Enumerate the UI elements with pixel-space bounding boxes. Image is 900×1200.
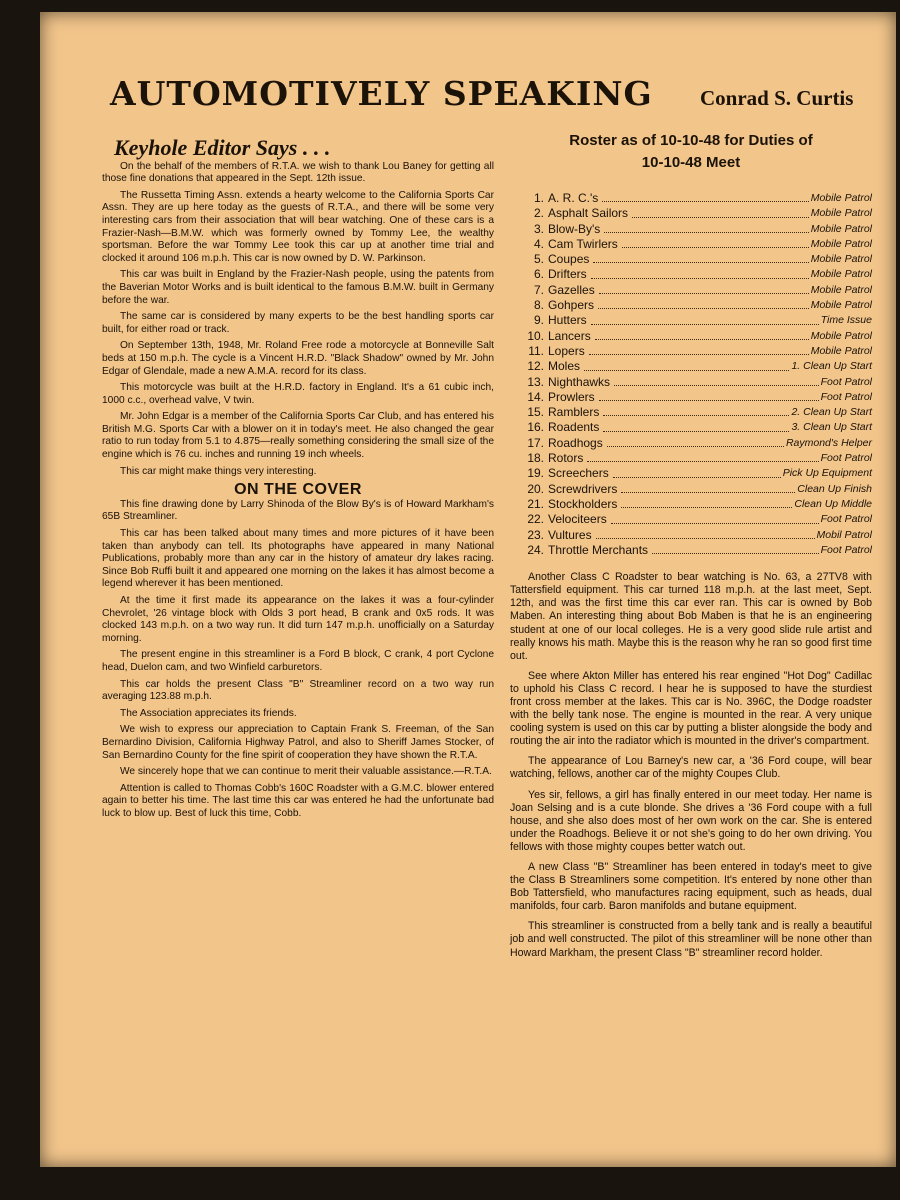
roster-club: Screechers [548,466,609,481]
leader-dots [614,385,819,386]
paragraph: This car holds the present Class "B" Streamliner record on a two way run averaging 123.88 m.p.h. [102,678,494,703]
roster-club: Ramblers [548,405,600,420]
paragraph: Mr. John Edgar is a member of the California Sports Car Club, and has entered his British M.G. Sports Car with a blower on it in today's meet. He also changed the gear ratio to run today from 5.1 to 4.875—really something considering the small size of the engine which is 76 cu. inches and running 19 inch wheels. [102,411,494,461]
roster-club: A. R. C.'s [548,191,599,205]
keyhole-heading: Keyhole Editor Says . . . [114,135,331,160]
roster-club: Hutters [548,313,587,328]
roster-number: 7. [533,282,544,297]
roster-number: 2. [533,206,544,221]
roster-duty: 3. Clean Up Start [791,421,872,434]
roster-title-line: 10-10-48 Meet [641,154,741,171]
leader-dots [603,415,789,416]
roster-row [520,542,872,557]
roster-number: 9. [533,313,544,328]
roster-club: Stockholders [548,496,618,511]
leader-dots [632,217,809,218]
leader-dots [593,262,808,263]
leader-dots [607,446,784,447]
roster-number: 17. [527,435,544,450]
roster-row [520,435,872,450]
paragraph: A new Class "B" Streamliner has been entered in today's meet to give the Class B Streamliners some competition. It's entered by none other than Bob Tattersfield, who manufactures racing equipment, such as heads, dual manifolds, four carb. Baron manifolds and butane equipment. [510,861,872,913]
roster-row [520,450,872,465]
roster-row [520,389,872,404]
cover-heading: ON THE COVER [234,481,362,499]
paragraph: The same car is considered by many experts to be the best handling sports car built, for either road or track. [102,311,494,335]
paragraph: On September 13th, 1948, Mr. Roland Free rode a motorcycle at Bonneville Salt beds at 150 m.p.h. The cycle is a Vincent H.R.D. "Black Shadow" owned by Mr. John Edgar of Glendale, made a new A.M.A. record for its class. [102,340,494,377]
roster-row [520,465,872,480]
roster-number: 3. [533,221,544,236]
leader-dots [603,431,789,432]
roster-duty: 1. Clean Up Start [791,360,872,373]
roster-duty: 2. Clean Up Start [791,406,872,419]
author-name: Conrad S. Curtis [700,86,854,110]
roster-row [520,251,872,266]
roster-row [520,419,872,434]
roster-number: 4. [533,236,544,251]
roster-club: Velociteers [548,512,607,527]
roster-number: 20. [527,481,544,496]
roster-duty: Mobile Patrol [810,299,872,312]
roster-duty: Mobile Patrol [810,268,872,281]
roster-duty: Mobile Patrol [810,222,872,235]
paragraph: Yes sir, fellows, a girl has finally entered in our meet today. Her name is Joan Selsing and is a cute blonde. She drives a '36 Ford coupe with a full house, and she also does most of her own work on the car. She is entered under the Roadhogs. Believe it or not she's going to do her own driving. You fellows with those mighty coupes better watch out. [510,788,872,853]
roster-duty: Clean Up Finish [797,482,872,495]
leader-dots [604,232,808,233]
roster-club: Vultures [548,527,592,542]
roster-row [520,266,872,281]
roster-number: 18. [527,451,544,466]
roster-duty: Mobil Patrol [816,528,872,541]
paragraph: The Russetta Timing Assn. extends a hearty welcome to the California Sports Car Assn. They are up here today as the guests of R.T.A., and there will be some very interesting cars from their association that will bear watching. One of these cars is a Frazier-Nash—B.M.W. which was formerly owned by Tommy Lee, the wealthy sportsman. Before the war Tommy Lee took this car up at another time trial and clocked it around 106 m.p.h. This car is now owned by D. W. Parkinson. [102,189,494,264]
paragraph: This car was built in England by the Frazier-Nash people, using the patents from the Baverian Motor Works and is built identical to the famous B.M.W. built in Germany before the war. [102,269,494,306]
roster-row [520,282,872,297]
roster-row [520,481,872,496]
paragraph: This streamliner is constructed from a belly tank and is really a beautiful job and well constructed. The pilot of this streamliner will be none other than Howard Markham, the present Class "B" streamliner record holder. [510,920,872,959]
masthead [110,74,896,134]
paragraph: We wish to express our appreciation to Captain Frank S. Freeman, of the San Bernardino Division, California Highway Patrol, and also to Sheriff James Stocker, of San Bernardino County for the fine spirit of cooperation they have shown the R.T.A. [102,724,494,761]
roster-duty: Foot Patrol [820,375,872,388]
roster-number: 21. [527,496,544,511]
roster-duty: Foot Patrol [820,452,872,465]
roster-club: Moles [548,359,581,374]
paragraph: The appearance of Lou Barney's new car, a '36 Ford coupe, will bear watching, fellows, another car of the mighty Coupes Club. [510,755,872,781]
roster-club: Lancers [548,328,591,343]
roster-club: Drifters [548,267,587,282]
roster-club: Gazelles [548,282,595,297]
roster-club: Coupes [548,252,590,267]
roster-number: 13. [527,374,544,389]
roster-duty: Mobile Patrol [810,253,872,266]
paragraph: Attention is called to Thomas Cobb's 160C Roadster with a G.M.C. blower entered again to better his time. The last time this car was entered he had the unfortunate bad luck to blow up. Best of luck this time, Cobb. [102,782,494,819]
roster-number: 12. [527,359,544,374]
roster-row [520,358,872,373]
paragraph: See where Akton Miller has entered his rear engined "Hot Dog" Cadillac to uphold his Class C record. I hear he is supposed to have the sturdiest front cross member at the lakes. This car is No. 396C, the Dodge roadster with the belly tank nose. The engine is mounted in the rear. A very unique cooling system is used on this car by putting a blister alongside the body and routing the air into the radiator which is mounted in the driver's compartment. [510,669,872,748]
leader-dots [622,247,809,248]
roster-duty: Foot Patrol [820,390,872,403]
roster-row [520,297,872,312]
leader-dots [621,507,792,508]
roster-duty: Mobile Patrol [810,237,872,250]
leader-dots [611,523,819,524]
roster-club: Blow-By's [548,221,601,236]
roster-duty: Time Issue [820,314,872,327]
roster-duty: Mobile Patrol [810,192,872,204]
roster-number: 8. [533,298,544,313]
roster-row [520,496,872,511]
leader-dots [652,553,819,554]
leader-dots [621,492,795,493]
roster-duty: Mobile Patrol [810,329,872,342]
roster-row [520,343,872,358]
paragraph: On the behalf of the members of R.T.A. we wish to thank Lou Baney for getting all those fine donations that appeared in the Sept. 12th issue. [102,160,494,185]
paragraph: The Association appreciates its friends. [120,707,297,719]
roster-duty: Foot Patrol [820,513,872,526]
roster-list [520,190,872,557]
roster-duty: Clean Up Middle [794,497,872,510]
roster-club: Lopers [548,343,585,358]
leader-dots [589,354,809,355]
roster-duty: Pick Up Equipment [782,467,872,480]
roster-club: Rotors [548,451,584,466]
right-column [510,130,872,967]
paragraph: This car might make things very interesting. [120,465,317,477]
roster-row [520,190,872,205]
roster-row [520,205,872,220]
roster-duty: Foot Patrol [820,543,872,556]
roster-number: 5. [533,252,544,267]
roster-number: 10. [527,328,544,343]
roster-duty: Raymond's Helper [785,436,872,449]
leader-dots [613,477,781,478]
leader-dots [591,278,809,279]
paragraph: This motorcycle was built at the H.R.D. factory in England. It's a 61 cubic inch, 1000 c.c., overhead valve, V twin. [102,382,494,406]
column-title: AUTOMOTIVELY SPEAKING [110,74,653,113]
roster-row [520,527,872,542]
leader-dots [596,538,815,539]
roster-number: 1. [533,191,544,205]
roster-number: 14. [527,389,544,404]
paragraph: Another Class C Roadster to bear watching is No. 63, a 27TV8 with Tattersfield equipment. This car turned 118 m.p.h. at the last meet, Sept. 12th, and was the first time this car ever ran. This car is owned by Bob Maben. An interesting thing about Bob Maben is that he is an engineering student at one of our local colleges. He is a very good slide rule artist and really knows his math. Maybe this is the reason why he ran so good first time out. [510,571,872,662]
roster-number: 19. [527,466,544,481]
roster-duty: Mobile Patrol [810,344,872,357]
paragraph: This fine drawing done by Larry Shinoda of the Blow By's is of Howard Markham's 65B Streamliner. [102,498,494,523]
leader-dots [602,201,808,202]
roster-number: 15. [527,405,544,420]
roster-number: 22. [527,512,544,527]
roster-row [520,312,872,327]
leader-dots [587,461,818,462]
roster-club: Asphalt Sailors [548,206,629,221]
roster-row [520,221,872,236]
roster-row [520,404,872,419]
paragraph: We sincerely hope that we can continue to merit their valuable assistance.—R.T.A. [120,766,492,778]
roster-number: 11. [528,343,544,358]
newsletter-page [40,12,896,1167]
paragraph: The present engine in this streamliner is a Ford B block, C crank, 4 port Cyclone head, Duelon cam, and two Winfield carburetors. [102,649,494,673]
roster-row [520,236,872,251]
leader-dots [599,293,809,294]
roster-row [520,511,872,526]
roster-club: Prowlers [548,389,595,404]
roster-row [520,328,872,343]
leader-dots [584,370,789,371]
roster-number: 16. [527,420,544,435]
roster-club: Roadhogs [548,435,603,450]
leader-dots [595,339,809,340]
roster-club: Throttle Merchants [548,542,649,557]
roster-title [510,130,872,174]
left-column [102,136,494,825]
roster-club: Screwdrivers [548,481,618,496]
roster-title-line: Roster as of 10-10-48 for Duties of [569,132,813,149]
leader-dots [591,324,819,325]
roster-number: 24. [527,542,544,557]
paragraph: At the time it first made its appearance on the lakes it was a four-cylinder Chevrolet, '26 vintage block with Olds 3 port head, B crank and 0x5 rods. It was clocked 143 m.p.h. on a two way run. It did turn 147 m.p.h. unofficially on a Saturday morning. [102,595,494,644]
roster-duty: Mobile Patrol [810,283,872,296]
roster-number: 23. [527,527,544,542]
roster-club: Gohpers [548,298,595,313]
roster-club: Roadents [548,420,600,435]
roster-club: Nighthawks [548,374,611,389]
roster-row [520,374,872,389]
paragraph: This car has been talked about many times and more pictures of it have been taken than anybody can tell. Its photographs have appeared in many National Publications, probably more than any car in the history of amateur dry lakes racing. Since Bob Ruffi built it and appeared one morning on the lakes it has almost become a legend wherever it has been mentioned. [102,528,494,590]
roster-club: Cam Twirlers [548,236,618,251]
roster-duty: Mobile Patrol [810,207,872,220]
leader-dots [598,308,809,309]
leader-dots [599,400,819,401]
roster-number: 6. [533,267,544,282]
